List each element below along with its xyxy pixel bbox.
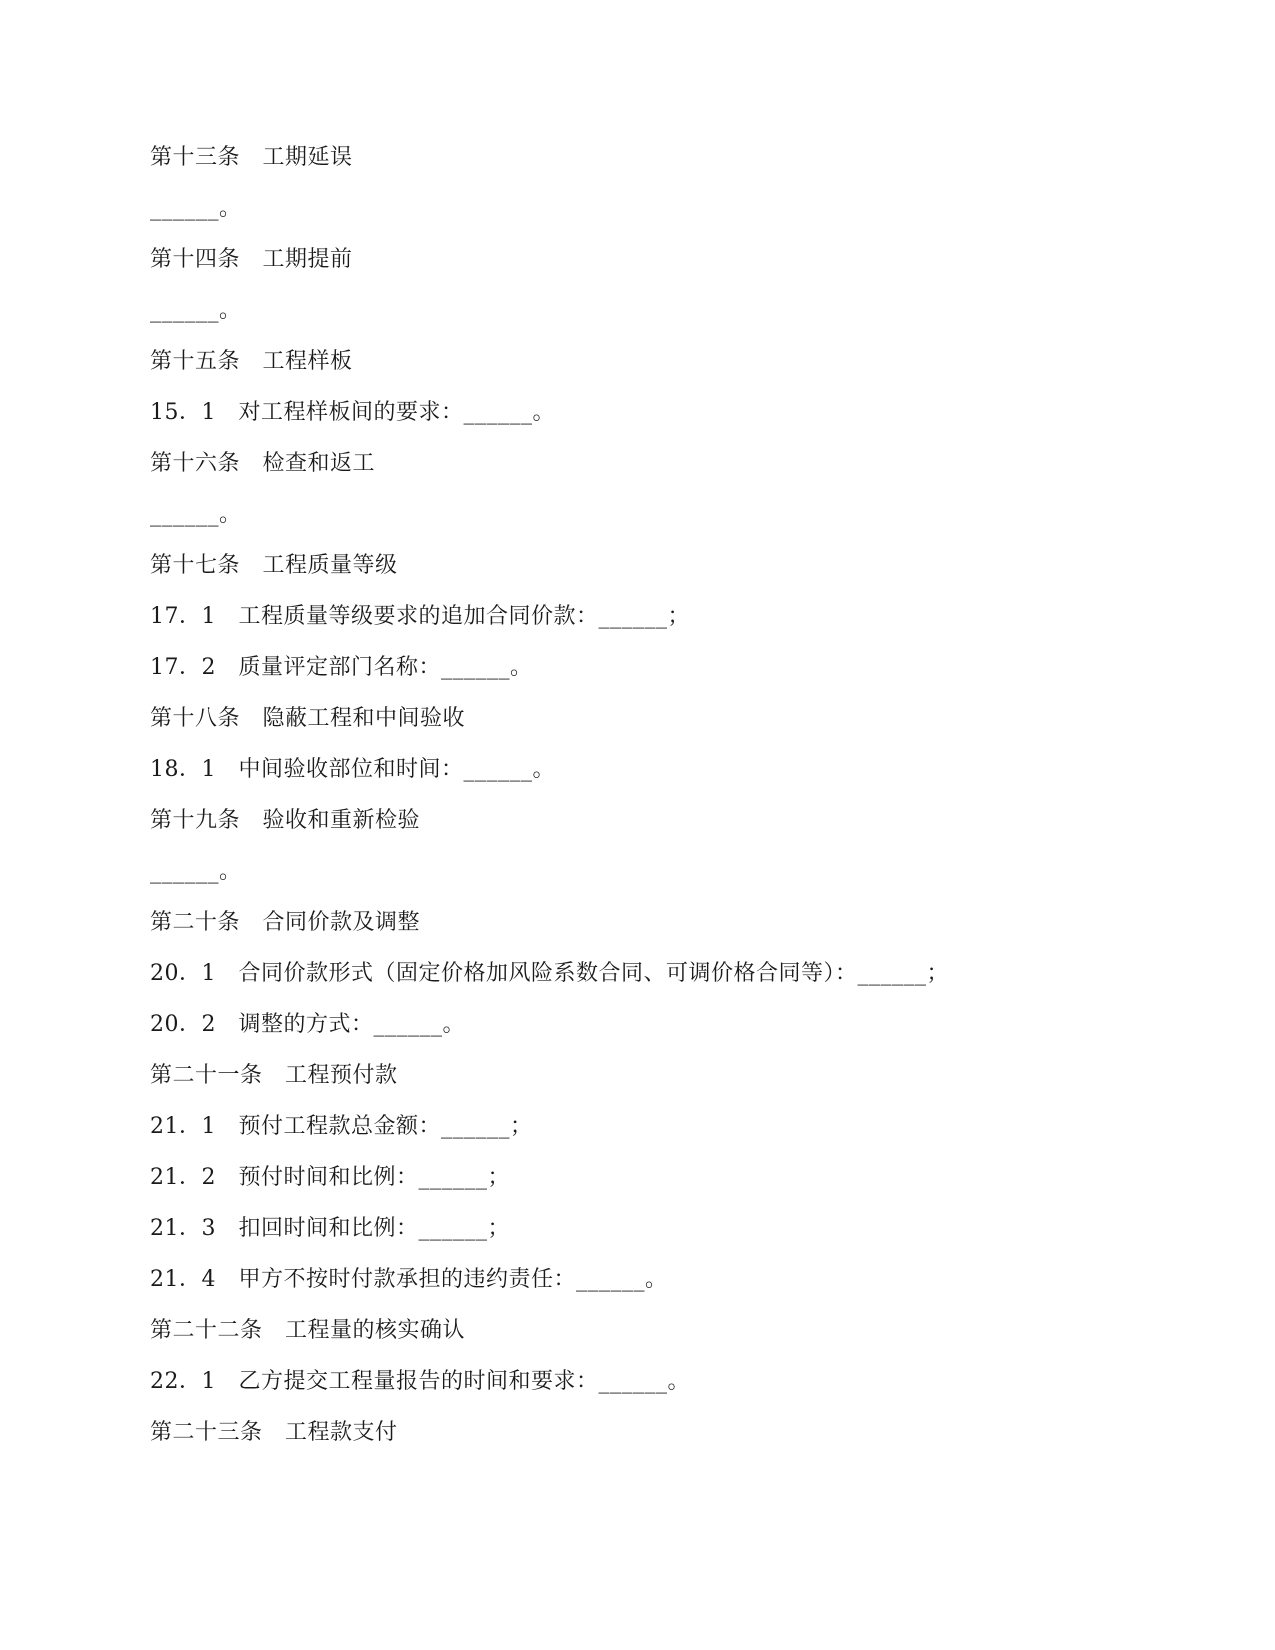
- article-19-blank: ______。: [150, 859, 242, 884]
- clause-20-2: 20．2 调整的方式：______。: [150, 1012, 465, 1037]
- article-16-blank: ______。: [150, 502, 242, 527]
- article-20-heading: 第二十条 合同价款及调整: [150, 910, 421, 935]
- clause-20-1: 20．1 合同价款形式（固定价格加风险系数合同、可调价格合同等）：______；: [150, 961, 949, 986]
- article-17-heading: 第十七条 工程质量等级: [150, 553, 398, 578]
- article-13-blank: ______。: [150, 196, 242, 221]
- article-18-heading: 第十八条 隐蔽工程和中间验收: [150, 706, 466, 731]
- article-14-heading: 第十四条 工期提前: [150, 247, 353, 272]
- clause-18-1: 18．1 中间验收部位和时间：______。: [150, 757, 555, 782]
- clause-21-4: 21．4 甲方不按时付款承担的违约责任：______。: [150, 1267, 668, 1292]
- article-13-heading: 第十三条 工期延误: [150, 145, 353, 170]
- clause-21-3: 21．3 扣回时间和比例：______；: [150, 1216, 510, 1241]
- article-14-blank: ______。: [150, 298, 242, 323]
- document-body: [150, 144, 1150, 1470]
- article-19-heading: 第十九条 验收和重新检验: [150, 808, 421, 833]
- article-22-heading: 第二十二条 工程量的核实确认: [150, 1318, 466, 1343]
- clause-21-1: 21．1 预付工程款总金额：______；: [150, 1114, 533, 1139]
- article-21-heading: 第二十一条 工程预付款: [150, 1063, 398, 1088]
- clause-22-1: 22．1 乙方提交工程量报告的时间和要求：______。: [150, 1369, 690, 1394]
- article-23-heading: 第二十三条 工程款支付: [150, 1420, 398, 1445]
- clause-21-2: 21．2 预付时间和比例：______；: [150, 1165, 510, 1190]
- article-15-heading: 第十五条 工程样板: [150, 349, 353, 374]
- clause-17-1: 17．1 工程质量等级要求的追加合同价款：______；: [150, 604, 690, 629]
- clause-17-2: 17．2 质量评定部门名称：______。: [150, 655, 533, 680]
- clause-15-1: 15．1 对工程样板间的要求：______。: [150, 400, 555, 425]
- article-16-heading: 第十六条 检查和返工: [150, 451, 376, 476]
